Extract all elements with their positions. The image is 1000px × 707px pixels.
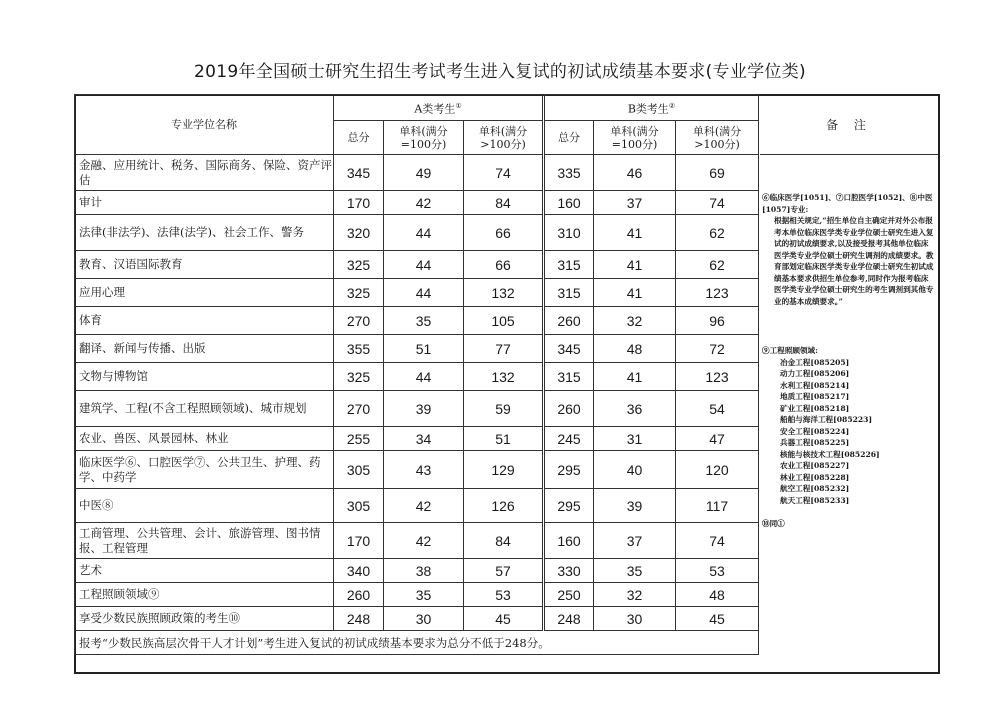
- column-group-a: [334, 95, 544, 121]
- a-total-cell: 305: [334, 489, 384, 523]
- table-row: [75, 427, 759, 451]
- b-single-gt-cell: 123: [676, 279, 759, 307]
- a-total-cell: 170: [334, 191, 384, 215]
- a-single100-cell: 44: [384, 215, 464, 251]
- a-single-gt-cell: 129: [464, 451, 544, 489]
- b-single-gt-cell: 53: [676, 559, 759, 583]
- table-row: [75, 583, 759, 607]
- a-single100-cell: 38: [384, 559, 464, 583]
- a-total-cell: 170: [334, 523, 384, 559]
- program-name: 中医⑧: [75, 489, 334, 523]
- b-single-gt-l2: >100分): [694, 137, 740, 151]
- a-single-gt-l1: 单科(满分: [478, 124, 528, 138]
- table-row: [75, 251, 759, 279]
- remarks-column: [762, 192, 936, 530]
- b-total-cell: 248: [544, 607, 594, 631]
- table-row: [75, 363, 759, 391]
- a-single100-cell: 49: [384, 155, 464, 191]
- b-single-gt-cell: 120: [676, 451, 759, 489]
- b-single100-cell: 48: [594, 335, 676, 363]
- engineering-field-item: 冶金工程[085205]: [780, 357, 850, 367]
- b-single100-cell: 41: [594, 363, 676, 391]
- b-single100-cell: 32: [594, 583, 676, 607]
- a-total-header: 总分: [334, 121, 384, 155]
- b-single100-cell: 40: [594, 451, 676, 489]
- a-single100-cell: 34: [384, 427, 464, 451]
- b-single100-cell: 37: [594, 523, 676, 559]
- a-single-gt-cell: 84: [464, 523, 544, 559]
- a-single100-cell: 42: [384, 489, 464, 523]
- a-single100-cell: 44: [384, 251, 464, 279]
- table-row: [75, 215, 759, 251]
- b-total-cell: 335: [544, 155, 594, 191]
- b-single100-cell: 35: [594, 559, 676, 583]
- a-single100-cell: 39: [384, 391, 464, 427]
- b-single-gt-cell: 69: [676, 155, 759, 191]
- a-single-gt-cell: 66: [464, 251, 544, 279]
- b-single100-cell: 41: [594, 279, 676, 307]
- engineering-field-item: 地质工程[085217]: [780, 392, 850, 401]
- table-row: [75, 451, 759, 489]
- engineering-field-item: 航空工程[085232]: [780, 484, 850, 493]
- a-single100-cell: 30: [384, 607, 464, 631]
- a-single-gt-cell: 59: [464, 391, 544, 427]
- table-row: [75, 191, 759, 215]
- b-single100-cell: 37: [594, 191, 676, 215]
- a-single-gt-cell: 45: [464, 607, 544, 631]
- table-row: [75, 391, 759, 427]
- b-single100-l2: =100分): [611, 137, 658, 151]
- a-single100-cell: 42: [384, 191, 464, 215]
- a-single100-cell: 44: [384, 279, 464, 307]
- table-row: [75, 279, 759, 307]
- b-total-cell: 315: [544, 363, 594, 391]
- engineering-field-item: 林业工程[085228]: [780, 472, 850, 482]
- b-single100-cell: 32: [594, 307, 676, 335]
- program-name: 法律(非法学)、法律(法学)、社会工作、警务: [75, 215, 334, 251]
- b-total-header: 总分: [544, 121, 594, 155]
- program-name: 审计: [75, 191, 334, 215]
- a-total-cell: 325: [334, 279, 384, 307]
- a-single-gt-header: [464, 121, 544, 155]
- b-single100-cell: 36: [594, 391, 676, 427]
- a-single100-cell: 35: [384, 583, 464, 607]
- b-single-gt-cell: 54: [676, 391, 759, 427]
- b-single100-cell: 39: [594, 489, 676, 523]
- a-single-gt-cell: 66: [464, 215, 544, 251]
- table-row: [75, 335, 759, 363]
- a-single-gt-cell: 51: [464, 427, 544, 451]
- a-total-cell: 355: [334, 335, 384, 363]
- remark-engineering-title: ⑨工程照顾领域:: [762, 346, 818, 355]
- footer-note: 报考“少数民族高层次骨干人才计划”考生进入复试的初试成绩基本要求为总分不低于248分。: [75, 631, 759, 655]
- b-total-cell: 330: [544, 559, 594, 583]
- b-total-cell: 295: [544, 489, 594, 523]
- engineering-field-item: 农业工程[085227]: [780, 461, 850, 470]
- b-single100-header: [594, 121, 676, 155]
- b-total-cell: 160: [544, 523, 594, 559]
- b-total-cell: 315: [544, 279, 594, 307]
- b-single-gt-header: [676, 121, 759, 155]
- program-name: 农业、兽医、风景园林、林业: [75, 427, 334, 451]
- a-group-label: A类考生: [414, 102, 456, 116]
- a-single100-cell: 35: [384, 307, 464, 335]
- a-single100-cell: 42: [384, 523, 464, 559]
- a-single-gt-cell: 132: [464, 363, 544, 391]
- b-single-gt-cell: 72: [676, 335, 759, 363]
- b-single-gt-cell: 45: [676, 607, 759, 631]
- engineering-field-item: 兵器工程[085225]: [780, 438, 850, 447]
- a-total-cell: 248: [334, 607, 384, 631]
- table-row: [75, 523, 759, 559]
- remark-header: 备 注: [760, 96, 938, 155]
- a-total-cell: 270: [334, 391, 384, 427]
- b-single-gt-cell: 47: [676, 427, 759, 451]
- a-total-cell: 255: [334, 427, 384, 451]
- a-single100-l1: 单科(满分: [399, 124, 448, 138]
- b-single100-cell: 41: [594, 251, 676, 279]
- table-row: [75, 607, 759, 631]
- b-single-gt-cell: 117: [676, 489, 759, 523]
- remark-medical-title: ⑥临床医学[1051]、⑦口腔医学[1052]、⑧中医[1057]专业:: [762, 193, 933, 214]
- b-single100-l1: 单科(满分: [610, 124, 659, 138]
- b-single-gt-cell: 48: [676, 583, 759, 607]
- a-total-cell: 260: [334, 583, 384, 607]
- b-single-gt-cell: 62: [676, 215, 759, 251]
- b-total-cell: 250: [544, 583, 594, 607]
- a-single-gt-cell: 53: [464, 583, 544, 607]
- a-total-cell: 325: [334, 251, 384, 279]
- engineering-field-item: 船舶与海洋工程[085223]: [780, 415, 873, 424]
- program-name: 体育: [75, 307, 334, 335]
- program-name: 翻译、新闻与传播、出版: [75, 335, 334, 363]
- engineering-field-item: 航天工程[085233]: [780, 495, 850, 505]
- b-group-mark: ②: [668, 101, 676, 110]
- table-row: [75, 489, 759, 523]
- a-total-cell: 325: [334, 363, 384, 391]
- engineering-field-item: 矿业工程[085218]: [780, 403, 850, 413]
- a-single-gt-cell: 57: [464, 559, 544, 583]
- a-total-cell: 340: [334, 559, 384, 583]
- b-total-cell: 310: [544, 215, 594, 251]
- engineering-field-item: 核能与核技术工程[085226]: [780, 449, 880, 459]
- engineering-fields-list: [762, 357, 936, 507]
- b-single-gt-cell: 74: [676, 523, 759, 559]
- b-single-gt-cell: 96: [676, 307, 759, 335]
- a-single-gt-cell: 84: [464, 191, 544, 215]
- program-name: 工程照顾领域⑨: [75, 583, 334, 607]
- b-single100-cell: 46: [594, 155, 676, 191]
- remark-medical-text: 根据相关规定,“招生单位自主确定并对外公布报考本单位临床医学类专业学位硕士研究生进入复试的初试成绩要求,以及接受报考其他单位临床医学类专业学位硕士研究生调剂的成绩要求。教育部划定临床医学类专业学位硕士研究生初试成绩基本要求供招生单位参考,同时作为报考临床医学类专业学位硕士研究生的考生调剂到其他专业的基本成绩要求。”: [774, 216, 934, 306]
- b-single100-cell: 31: [594, 427, 676, 451]
- page-title: 2019年全国硕士研究生招生考试考生进入复试的初试成绩基本要求(专业学位类): [194, 62, 806, 82]
- column-header-name: 专业学位名称: [75, 95, 334, 155]
- b-total-cell: 295: [544, 451, 594, 489]
- b-single-gt-l1: 单科(满分: [692, 124, 742, 138]
- b-single-gt-cell: 123: [676, 363, 759, 391]
- program-name: 艺术: [75, 559, 334, 583]
- program-name: 文物与博物馆: [75, 363, 334, 391]
- a-single100-cell: 51: [384, 335, 464, 363]
- score-table: [74, 94, 759, 655]
- b-group-label: B类考生: [627, 102, 669, 116]
- a-single-gt-cell: 126: [464, 489, 544, 523]
- program-name: 建筑学、工程(不含工程照顾领域)、城市规划: [75, 391, 334, 427]
- engineering-field-item: 动力工程[085206]: [780, 369, 850, 378]
- table-row: [75, 155, 759, 191]
- table-row: [75, 559, 759, 583]
- table-row: [75, 307, 759, 335]
- b-total-cell: 245: [544, 427, 594, 451]
- a-single-gt-l2: >100分): [480, 137, 526, 151]
- program-name: 临床医学⑥、口腔医学⑦、公共卫生、护理、药学、中药学: [75, 451, 334, 489]
- b-single100-cell: 41: [594, 215, 676, 251]
- a-single-gt-cell: 77: [464, 335, 544, 363]
- a-group-mark: ①: [455, 101, 462, 110]
- b-total-cell: 315: [544, 251, 594, 279]
- remark-minority: ⑩同①: [762, 519, 785, 528]
- a-single-gt-cell: 132: [464, 279, 544, 307]
- program-name: 享受少数民族照顾政策的考生⑩: [75, 607, 334, 631]
- a-total-cell: 305: [334, 451, 384, 489]
- b-total-cell: 260: [544, 391, 594, 427]
- a-single100-cell: 43: [384, 451, 464, 489]
- a-single100-l2: =100分): [400, 137, 447, 151]
- engineering-field-item: 水利工程[085214]: [780, 380, 850, 390]
- a-total-cell: 320: [334, 215, 384, 251]
- program-name: 教育、汉语国际教育: [75, 251, 334, 279]
- program-name: 工商管理、公共管理、会计、旅游管理、图书情报、工程管理: [75, 523, 334, 559]
- a-total-cell: 345: [334, 155, 384, 191]
- b-total-cell: 345: [544, 335, 594, 363]
- b-single-gt-cell: 62: [676, 251, 759, 279]
- a-single100-cell: 44: [384, 363, 464, 391]
- table-body: [75, 155, 759, 631]
- engineering-field-item: 安全工程[085224]: [780, 426, 850, 436]
- a-single100-header: [384, 121, 464, 155]
- a-single-gt-cell: 74: [464, 155, 544, 191]
- b-single100-cell: 30: [594, 607, 676, 631]
- column-group-b: [544, 95, 759, 121]
- b-single-gt-cell: 74: [676, 191, 759, 215]
- program-name: 应用心理: [75, 279, 334, 307]
- program-name: 金融、应用统计、税务、国际商务、保险、资产评估: [75, 155, 334, 191]
- b-total-cell: 260: [544, 307, 594, 335]
- a-total-cell: 270: [334, 307, 384, 335]
- b-total-cell: 160: [544, 191, 594, 215]
- a-single-gt-cell: 105: [464, 307, 544, 335]
